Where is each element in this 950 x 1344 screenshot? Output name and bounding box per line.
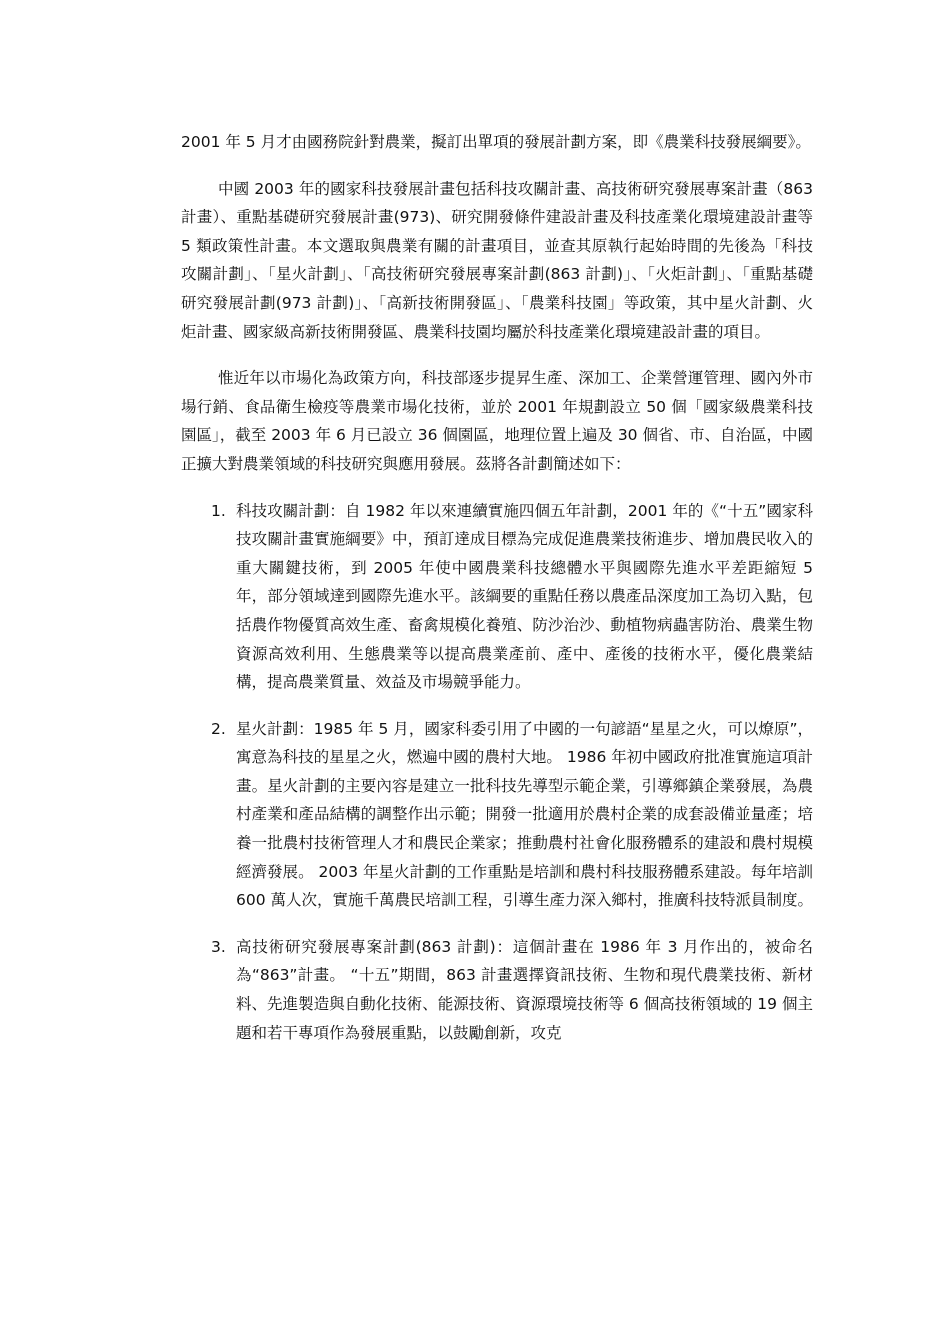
list-item	[181, 497, 813, 697]
list-item-text: 高技術研究發展專案計劃(863 計劃)：這個計畫在 1986 年 3 月作出的，被命名為“863”計畫。 “十五”期間，863 計畫選擇資訊技術、生物和現代農業技術、新材料、先進製造與自動化技術、能源技術、資源環境技術等 6 個高技術領域的 19 個主題和若干專項作為發展重點，以鼓勵創新，攻克	[236, 937, 813, 1042]
paragraph-intro: 2001 年 5 月才由國務院針對農業，擬訂出單項的發展計劃方案，即《農業科技發展綱要》。	[181, 133, 811, 151]
list-item-number: 3.	[211, 937, 226, 956]
list-item	[181, 933, 813, 1047]
list-item	[181, 715, 813, 915]
paragraph-market-policy: 惟近年以市場化為政策方向，科技部逐步提昇生產、深加工、企業營運管理、國內外市場行銷、食品衛生檢疫等農業市場化技術，並於 2001 年規劃設立 50 個「國家級農業科技園區」，截至 2003 年 6 月已設立 36 個園區，地理位置上遍及 30 個省、市、自治區，中國正擴大對農業領域的科技研究與應用發展。茲將各計劃簡述如下：	[181, 369, 813, 473]
list-item-number: 2.	[211, 719, 226, 738]
document-page	[181, 128, 818, 1065]
list-item-text: 星火計劃：1985 年 5 月，國家科委引用了中國的一句諺語“星星之火，可以燎原”，寓意為科技的星星之火，燃遍中國的農村大地。 1986 年初中國政府批准實施這項計畫。星火計劃的主要內容是建立一批科技先導型示範企業，引導鄉鎮企業發展，為農村產業和產品結構的調整作出示範；開發一批適用於農村企業的成套設備並量產；培養一批農村技術管理人才和農民企業家；推動農村社會化服務體系的建設和農村規模經濟發展。 2003 年星火計劃的工作重點是培訓和農村科技服務體系建設。每年培訓 600 萬人次，實施千萬農民培訓工程，引導生產力深入鄉村，推廣科技特派員制度。	[236, 719, 814, 910]
paragraph-national-plans: 中國 2003 年的國家科技發展計畫包括科技攻關計畫、高技術研究發展專案計畫（863 計畫）、重點基礎研究發展計畫(973)、研究開發條件建設計畫及科技產業化環境建設計畫等 5 類政策性計畫。本文選取與農業有關的計畫項目，並查其原執行起始時間的先後為「科技攻關計劃」、「星火計劃」、「高技術研究發展專案計劃(863 計劃)」、「火炬計劃」、「重點基礎研究發展計劃(973 計劃)」、「高新技術開發區」、「農業科技園」等政策，其中星火計劃、火炬計畫、國家級高新技術開發區、農業科技園均屬於科技產業化環境建設計畫的項目。	[181, 179, 818, 341]
list-item-text: 科技攻關計劃：自 1982 年以來連續實施四個五年計劃，2001 年的《“十五”國家科技攻關計畫實施綱要》中，預訂達成目標為完成促進農業技術進步、增加農民收入的重大關鍵技術，到 2005 年使中國農業科技總體水平與國際先進水平差距縮短 5 年，部分領域達到國際先進水平。該綱要的重點任務以農產品深度加工為切入點，包括農作物優質高效生產、畜禽規模化養殖、防沙治沙、動植物病蟲害防治、農業生物資源高效利用、生態農業等以提高農業產前、產中、產後的技術水平，優化農業結構，提高農業質量、效益及市場競爭能力。	[236, 501, 813, 692]
list-item-number: 1.	[211, 501, 226, 520]
plan-list	[181, 497, 813, 1048]
